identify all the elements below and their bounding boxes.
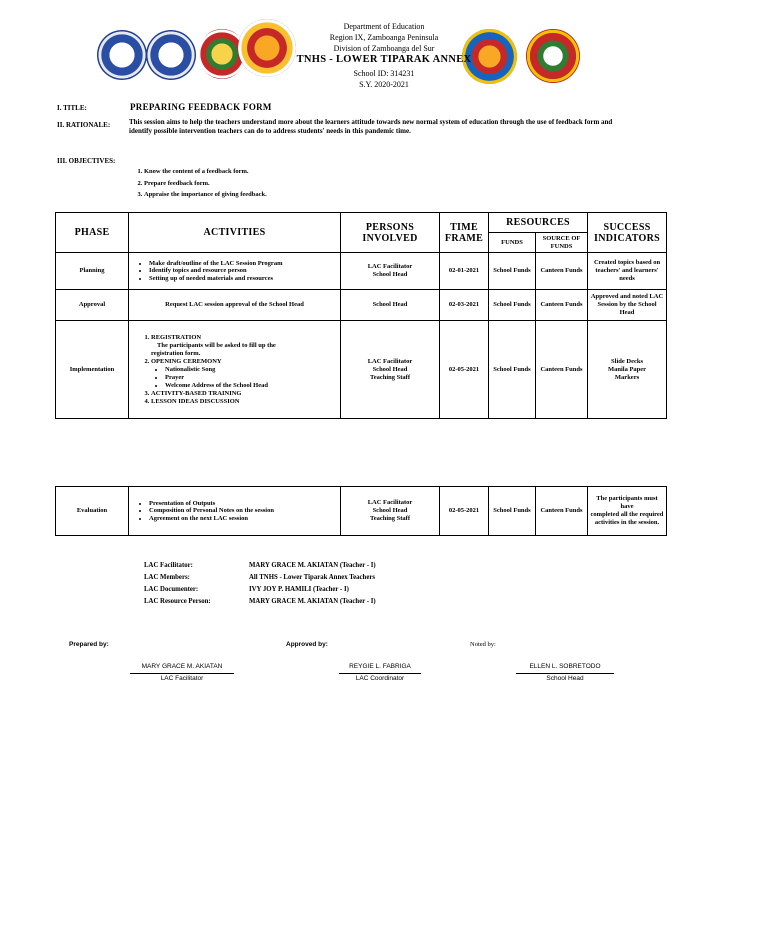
division-name: Division of Zamboanga del Sur: [333, 44, 435, 53]
activity-item: 4. LESSON IDEAS DISCUSSION: [151, 398, 338, 406]
person-line: LAC Facilitator: [367, 357, 413, 365]
source-cell: Canteen Funds: [536, 253, 588, 290]
person-line: School Head: [372, 271, 408, 278]
lac-info-label: LAC Facilitator:: [144, 562, 193, 569]
lac-info-label: LAC Resource Person:: [144, 598, 211, 605]
department-name: Department of Education: [343, 22, 425, 31]
prepared-signatory-name: MARY GRACE M. AKIATAN: [141, 663, 223, 670]
phase-header: PHASE: [56, 213, 129, 253]
lac-info-value: MARY GRACE M. AKIATAN (Teacher - I): [249, 598, 376, 605]
success-indicators-header: SUCCESS INDICATORS: [588, 213, 667, 253]
table-row-approval: [56, 290, 667, 321]
funds-cell: School Funds: [489, 321, 536, 419]
success-line: Approved and noted LAC: [590, 293, 664, 300]
activity-item: • Presentation of Outputs: [149, 500, 338, 508]
source-cell: Canteen Funds: [536, 321, 588, 419]
phase-cell: Planning: [56, 253, 129, 290]
region-name: Region IX, Zamboanga Peninsula: [329, 33, 439, 42]
activity-item: 3. ACTIVITY-BASED TRAINING: [151, 390, 338, 398]
noted-signatory-role: School Head: [546, 675, 584, 682]
person-line: School Head: [341, 290, 440, 321]
table-row-evaluation: [56, 487, 667, 536]
lac-info-value: MARY GRACE M. AKIATAN (Teacher - I): [249, 562, 376, 569]
evaluation-table: [55, 486, 667, 536]
activity-item: • Identify topics and resource person: [149, 267, 338, 275]
person-line: School Head: [372, 507, 408, 514]
success-line: Manila Paper: [607, 365, 647, 373]
persons-involved-header: PERSONS INVOLVED: [341, 213, 440, 253]
person-line: School Head: [372, 365, 408, 373]
implementation-list: [131, 334, 338, 406]
prepared-signatory-role: LAC Facilitator: [160, 675, 204, 682]
success-line: Slide Decks: [611, 357, 643, 365]
person-line: Teaching Staff: [369, 373, 411, 381]
time-frame-cell: 02-03-2021: [440, 290, 489, 321]
objective-item: 1. Know the content of a feedback form.: [144, 166, 267, 178]
funds-header: FUNDS: [489, 233, 536, 253]
activities-header: ACTIVITIES: [129, 213, 341, 253]
approved-signatory-name: REYGIE L. FABRIGA: [349, 663, 411, 670]
rationale-line-1: This session aims to help the teachers understand more about the learners attitude towards new normal system of education through the use of feedback form and: [129, 118, 613, 126]
source-cell: Canteen Funds: [536, 290, 588, 321]
source-cell: Canteen Funds: [536, 487, 588, 536]
table-row-implementation: [56, 321, 667, 419]
table-row-planning: [56, 253, 667, 290]
lac-info-labels: [144, 560, 211, 608]
lac-info-label: LAC Members:: [144, 574, 190, 581]
lac-info-values: [249, 560, 376, 608]
approved-by-label: Approved by:: [286, 641, 328, 648]
success-line: activities in the session.: [594, 519, 660, 526]
approved-signature-line: [339, 673, 421, 674]
document-title: PREPARING FEEDBACK FORM: [130, 102, 272, 112]
activity-subtext: registration form.: [151, 349, 201, 357]
noted-signature-line: [516, 673, 614, 674]
prepared-by-label: Prepared by:: [69, 641, 109, 648]
objectives-label: III. OBJECTIVES:: [57, 157, 116, 165]
lac-info-label: LAC Documenter:: [144, 586, 199, 593]
person-line: LAC Facilitator: [367, 263, 413, 270]
school-year: S.Y. 2020-2021: [359, 80, 409, 89]
activity-bullet: • Nationalistic Song: [165, 366, 338, 374]
activities-list: [131, 260, 338, 283]
title-label: I. TITLE:: [57, 104, 87, 112]
prepared-signature-line: [130, 673, 234, 674]
success-line: Created topics based on: [593, 259, 661, 266]
activity-item: • Make draft/outline of the LAC Session Program: [149, 260, 338, 268]
activity-bullet: • Prayer: [165, 374, 338, 382]
objectives-list: [129, 166, 267, 201]
noted-signatory-name: ELLEN L. SOBRETODO: [529, 663, 601, 670]
success-line: Session by the School Head: [597, 301, 657, 316]
activity-bullet: • Welcome Address of the School Head: [165, 382, 338, 390]
activity-item: • Agreement on the next LAC session: [149, 515, 338, 523]
rationale-line-2: identify possible intervention teachers can do to address students' needs in this pandemic time.: [129, 127, 411, 135]
time-frame-cell: 02-05-2021: [440, 487, 489, 536]
activity-item: • Composition of Personal Notes on the session: [149, 507, 338, 515]
funds-cell: School Funds: [489, 253, 536, 290]
objective-item: 2. Prepare feedback form.: [144, 178, 267, 190]
rationale-label: II. RATIONALE:: [57, 121, 111, 129]
time-frame-cell: 02-05-2021: [440, 321, 489, 419]
resources-header: RESOURCES: [489, 213, 588, 233]
funds-cell: School Funds: [489, 487, 536, 536]
success-line: completed all the required: [590, 511, 664, 518]
school-name: TNHS - LOWER TIPARAK ANNEX: [296, 54, 472, 65]
person-line: Teaching Staff: [369, 515, 411, 522]
activity-item: • Setting up of needed materials and resources: [149, 275, 338, 283]
phase-cell: Evaluation: [56, 487, 129, 536]
funds-cell: School Funds: [489, 290, 536, 321]
activity-subtext: The participants will be asked to fill up the: [157, 341, 276, 349]
lac-info-value: IVY JOY P. HAMILI (Teacher - I): [249, 586, 349, 593]
lac-plan-table: [55, 212, 667, 419]
phase-cell: Implementation: [56, 321, 129, 419]
activities-list: [131, 500, 338, 523]
activity-item: REGISTRATION: [151, 333, 202, 341]
activity-cell: Request LAC session approval of the School Head: [129, 290, 341, 321]
success-line: The participants must have: [596, 495, 658, 510]
approved-signatory-role: LAC Coordinator: [355, 675, 405, 682]
activity-item: OPENING CEREMONY: [151, 357, 222, 365]
source-of-funds-header: SOURCE OF FUNDS: [536, 233, 588, 253]
school-id: School ID: 314231: [353, 69, 415, 78]
time-frame-cell: 02-01-2021: [440, 253, 489, 290]
objective-item: 3. Appraise the importance of giving feedback.: [144, 189, 267, 201]
person-line: LAC Facilitator: [367, 499, 413, 506]
time-frame-header: TIME FRAME: [440, 213, 489, 253]
noted-by-label: Noted by:: [470, 641, 496, 648]
success-line: Markers: [614, 373, 640, 381]
phase-cell: Approval: [56, 290, 129, 321]
success-line: teachers' and learners' needs: [595, 267, 659, 282]
lac-info-value: All TNHS - Lower Tiparak Annex Teachers: [249, 574, 376, 581]
